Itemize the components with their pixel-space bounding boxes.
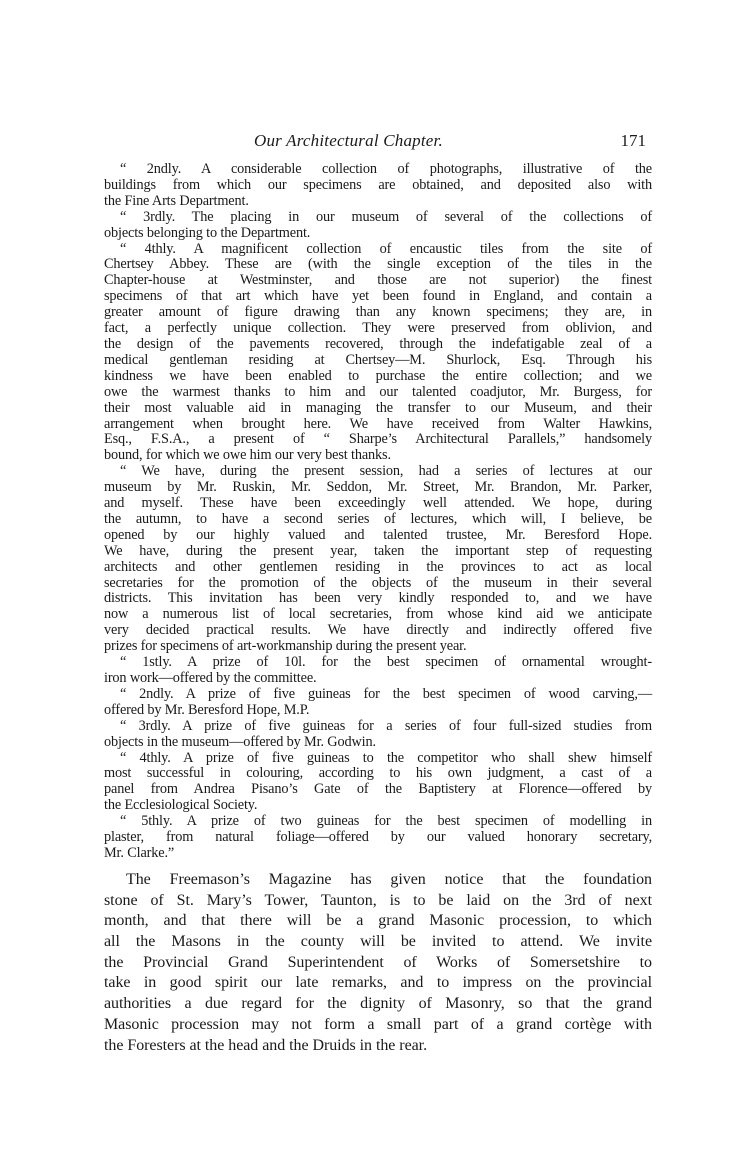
text-line: greater amount of figure drawing than any known specimens; they are, in [104, 304, 652, 321]
text-line: the Foresters at the head and the Druids in the rear. [104, 1036, 428, 1054]
text-line: the design of the pavements recovered, through the indefatigable zeal of a [104, 335, 652, 352]
text-line: offered by Mr. Beresford Hope, M.P. [104, 701, 310, 718]
text-line: secretaries for the promotion of the objects of the museum in their several [104, 574, 652, 591]
text-line: the Ecclesiological Society. [104, 797, 258, 814]
text-line: all the Masons in the county will be invited to attend. We invite [104, 932, 652, 950]
text-line: the autumn, to have a second series of lectures, which will, I believe, be [104, 510, 652, 527]
text-line: arrangement when brought here. We have received from Walter Hawkins, [104, 415, 652, 432]
text-line: the Fine Arts Department. [104, 192, 249, 209]
text-line: bound, for which we owe him our very best thanks. [104, 447, 391, 464]
text-line: panel from Andrea Pisano’s Gate of the Baptistery at Florence—offered by [104, 781, 652, 798]
text-line: very decided practical results. We have directly and indirectly offered five [104, 622, 652, 639]
text-line: We have, during the present year, taken the important step of requesting [104, 542, 652, 559]
text-line: The Freemason’s Magazine has given notice that the foundation [126, 870, 652, 888]
text-line: buildings from which our specimens are obtained, and deposited also with [104, 176, 652, 193]
text-line: Masonic procession may not form a small part of a grand cortège with [104, 1015, 652, 1033]
text-line: iron work—offered by the committee. [104, 670, 317, 686]
text-line: opened by our highly valued and talented trustee, Mr. Beresford Hope. [104, 526, 652, 543]
text-line: Chertsey Abbey. These are (with the single exception of the tiles in the [104, 256, 652, 273]
running-header [104, 131, 652, 155]
text-line: month, and that there will be a grand Masonic procession, to which [104, 912, 652, 930]
text-line: objects belonging to the Department. [104, 224, 311, 241]
text-line: kindness we have been enabled to purchase the entire collection; and we [104, 367, 652, 384]
text-line: “ 2ndly. A considerable collection of photographs, illustrative of the [120, 161, 652, 177]
text-line: “ 4thly. A prize of five guineas to the competitor who shall shew himself [120, 749, 652, 766]
text-line: specimens of that art which have yet been found in England, and contain a [104, 288, 652, 305]
text-line: “ 3rdly. The placing in our museum of several of the collections of [120, 208, 652, 225]
text-line: “ 3rdly. A prize of five guineas for a series of four full-sized studies from [120, 717, 652, 734]
text-line: prizes for specimens of art-workmanship during the present year. [104, 638, 467, 655]
text-line: medical gentleman residing at Chertsey—M. Shurlock, Esq. Through his [104, 351, 652, 368]
text-line: owe the warmest thanks to him and our talented coadjutor, Mr. Burgess, for [104, 383, 652, 400]
text-line: “ 2ndly. A prize of five guineas for the best specimen of wood carving,— [120, 685, 652, 702]
text-line: “ 1stly. A prize of 10l. for the best specimen of ornamental wrought- [120, 654, 652, 671]
text-line: Mr. Clarke.” [104, 844, 175, 861]
text-line: stone of St. Mary’s Tower, Taunton, is to be laid on the 3rd of next [104, 891, 652, 909]
editorial-paragraph [104, 870, 652, 1056]
text-line: and myself. These have been exceedingly well attended. We hope, during [104, 495, 652, 512]
text-line: objects in the museum—offered by Mr. Godwin. [104, 733, 376, 750]
text-line: “ We have, during the present session, had a series of lectures at our [120, 463, 652, 480]
text-line: Esq., F.S.A., a present of “ Sharpe’s Architectural Parallels,” handsomely [104, 431, 652, 448]
text-line: take in good spirit our late remarks, and to impress on the provincial [104, 974, 652, 992]
text-line: “ 4thly. A magnificent collection of encaustic tiles from the site of [120, 240, 652, 257]
text-line: the Provincial Grand Superintendent of Works of Somersetshire to [104, 953, 652, 971]
committee-report-quotation [104, 162, 652, 862]
text-line: now a numerous list of local secretaries, from whose kind aid we anticipate [104, 606, 652, 623]
text-line: museum by Mr. Ruskin, Mr. Seddon, Mr. Street, Mr. Brandon, Mr. Parker, [104, 479, 652, 496]
text-line: architects and other gentlemen residing in the provinces to act as local [104, 558, 652, 575]
text-line: fact, a perfectly unique collection. They were preserved from oblivion, and [104, 320, 652, 337]
text-line: “ 5thly. A prize of two guineas for the best specimen of modelling in [120, 813, 652, 830]
text-line: districts. This invitation has been very kindly responded to, and we have [104, 590, 652, 607]
running-title: Our Architectural Chapter. [254, 131, 443, 150]
text-line: Chapter-house at Westminster, and those are not superior) the finest [104, 272, 652, 289]
text-line: authorities a due regard for the dignity of Masonry, so that the grand [104, 995, 652, 1013]
body-text [104, 162, 652, 1056]
text-line: their most valuable aid in managing the transfer to our Museum, and their [104, 399, 652, 416]
text-line: plaster, from natural foliage—offered by our valued honorary secretary, [104, 829, 652, 846]
text-line: most successful in colouring, according to his own judgment, a cast of a [104, 765, 652, 782]
page-number: 171 [620, 131, 646, 150]
